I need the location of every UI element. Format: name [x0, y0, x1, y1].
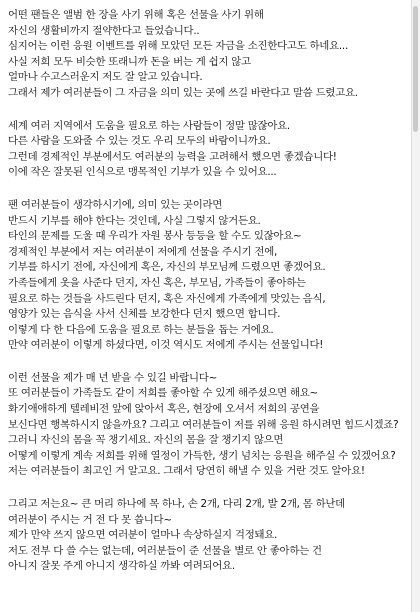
text-line: 가족들에게 옷을 사준다 던지, 자신 혹은, 부모님, 가족들이 좋아하는: [8, 276, 306, 289]
text-line: 그런데 경제적인 부분에서도 여러분의 능력을 고려해서 했으면 좋겠습니다!: [8, 150, 337, 163]
paragraph: [8, 497, 412, 575]
text-line: 그래서 제가 여러분들이 그 자금을 의미 있는 곳에 쓰길 바란다고 말씀 드렸고요.: [8, 86, 358, 99]
text-line: 다른 사람을 도와줄 수 있는 것도 우리 모두의 바람이니까요.: [8, 135, 271, 148]
text-line: 또 여러분들이 가족들도 같이 저희를 좋아할 수 있게 해주셨으면 해요~: [8, 387, 318, 400]
text-line: 기부를 하시기 전에, 자신에게 혹은, 자신의 부모님께 드렸으면 좋겠어요.: [8, 261, 326, 274]
text-line: 저는 여러분들이 최고인 거 알고요. 그래서 당연히 해낼 수 있을 거란 것도 알아요!: [8, 465, 365, 478]
text-line: 팬 여러분들이 생각하시기에, 의미 있는 곳이라면: [8, 198, 223, 211]
text-line: 그러니 자신의 몸을 꼭 챙기세요. 자신의 몸을 잘 챙기지 않으면: [8, 434, 284, 447]
text-line: 이에 작은 잘못된 인식으로 맹목적인 기부가 있을 수 있어요...: [8, 166, 277, 179]
text-line: 여러분이 주시는 거 전 다 못 씁니다~: [8, 513, 172, 526]
text-line: 제가 만약 쓰지 않으면 여러분이 얼마나 속상하실지 걱정돼요.: [8, 529, 278, 542]
text-line: 이런 선물을 제가 매 년 받을 수 있길 바랍니다~: [8, 371, 218, 384]
text-line: 사실 저희 모두 비슷한 또래니까 돈을 버는 게 쉽지 않고: [8, 55, 251, 68]
text-line: 얼마나 수고스러운지 저도 잘 알고 있습니다.: [8, 71, 203, 84]
text-line: 세계 여러 지역에서 도움을 필요로 하는 사람들이 정말 많잖아요.: [8, 119, 290, 132]
paragraph: [8, 119, 412, 181]
paragraph: [8, 198, 412, 354]
paragraph: [8, 8, 412, 102]
paragraph-gap: [8, 354, 412, 371]
text-line: 어떻게 이렇게 계속 저희를 위해 열정이 가득한, 생기 넘치는 응원을 해주실 수 있겠어요?: [8, 449, 396, 462]
scrollbar-thumb[interactable]: [413, 6, 418, 132]
text-line: 화기애애하게 텔레비전 앞에 앉아서 혹은, 현장에 오셔서 저희의 공연을: [8, 403, 320, 416]
text-line: 경제적인 부분에서 저는 여러분이 저에게 선물을 주시기 전에,: [8, 245, 278, 258]
text-line: 필요로 하는 것들을 사드린다 던지, 혹은 자신에게 가족에게 맛있는 음식,: [8, 292, 326, 305]
text-line: 이렇게 다 한 다음에 도움을 필요로 하는 분들을 돕는 거에요.: [8, 323, 274, 336]
text-line: 만약 여러분이 이렇게 하셨다면, 이것 역시도 저에게 주시는 선물입니다!: [8, 339, 324, 352]
text-line: 어떤 팬들은 앨범 한 장을 사기 위해 혹은 선물을 사기 위해: [8, 9, 264, 21]
text-line: 영양가 있는 음식을 사서 신체를 보강한다 던지 했으면 합니다.: [8, 308, 281, 321]
paragraph: [8, 371, 412, 480]
paragraph-gap: [8, 480, 412, 497]
text-line: 저도 전부 다 쓸 수는 없는데, 여러분들이 준 선물을 별로 안 좋아하는 건: [8, 544, 322, 557]
text-line: 자신의 생활비까지 절약한다고 들었습니다..: [8, 24, 200, 37]
vertical-scrollbar[interactable]: [411, 0, 420, 612]
text-line: 심지어는 이런 응원 이벤트를 위해 모았던 모든 자금을 소진한다고도 하네요...: [8, 40, 349, 53]
paragraph-gap: [8, 181, 412, 198]
text-line: 아니지 잘못 주게 아니지 생각하실 까봐 여려되어요.: [8, 560, 235, 573]
text-line: 타인의 문제를 도울 때 우리가 자원 봉사 등등을 할 수도 있잖아요~: [8, 230, 302, 243]
text-line: 반드시 기부를 해야 한다는 것인데, 사실 그렇지 않거든요.: [8, 214, 261, 227]
text-line: 보신다면 행복하시지 않을까요? 그리고 여러분들이 저를 위해 응원 하시려면 힘드시겠죠?: [8, 418, 399, 431]
text-line: 그리고 저는요~ 큰 머리 하나에 목 하나, 손 2개, 다리 2개, 발 2개, 몸 하난데: [8, 498, 345, 511]
paragraph-gap: [8, 102, 412, 119]
